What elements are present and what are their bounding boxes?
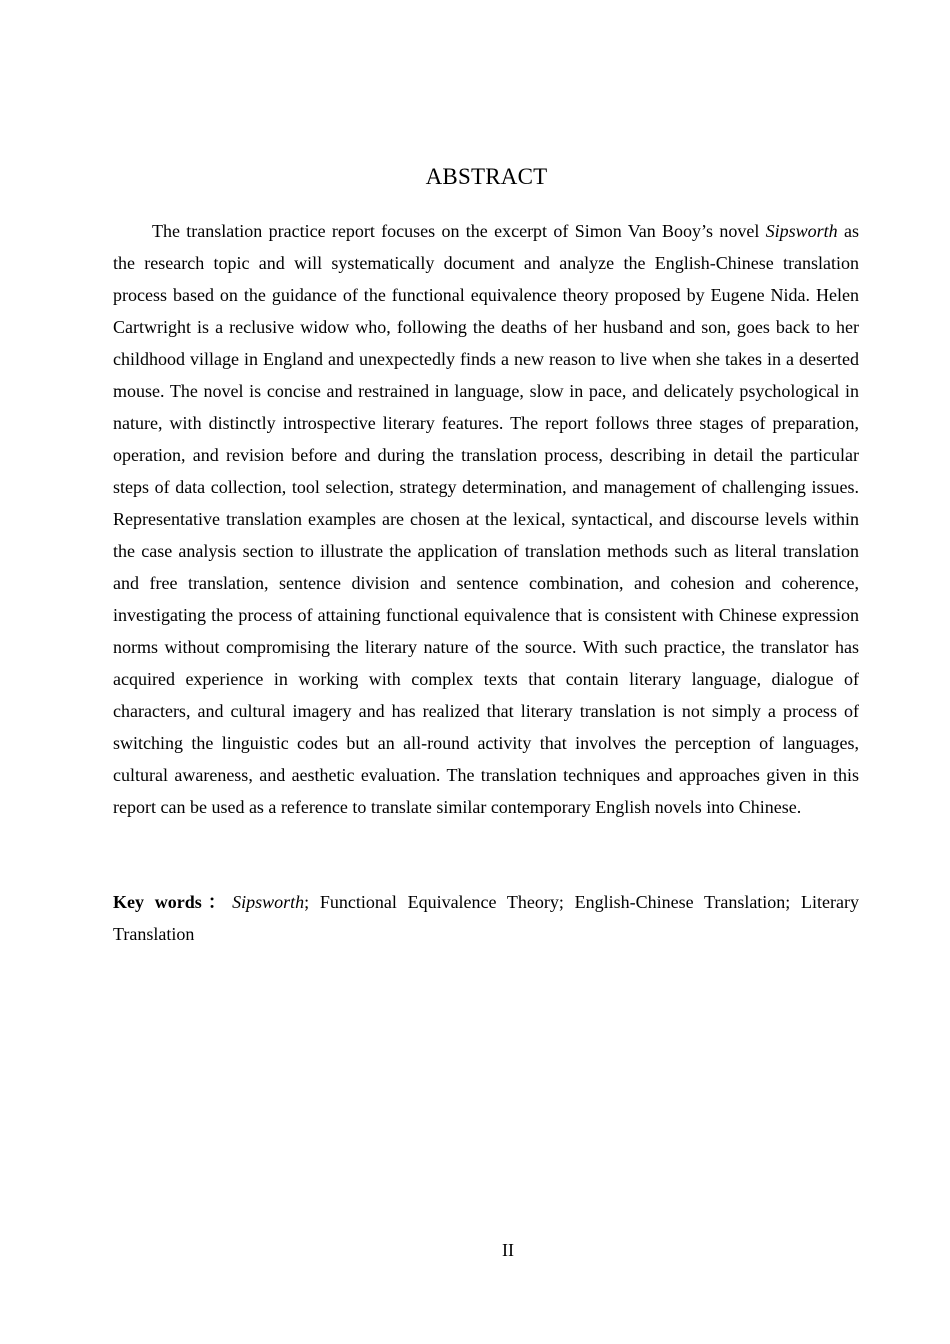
abstract-body-text: as the research topic and will systematically document and analyze the English-Chinese translation process based on the guidance of the functional equivalence theory proposed by Eugene Nida. Helen Cartwright is a reclusive widow who, following the deaths of her husband and son, goes back to her childhood village in England and unexpectedly finds a new reason to live when she takes in a deserted mouse. The novel is concise and restrained in language, slow in pace, and delicately psychological in nature, with distinctly introspective literary features. The report follows three stages of preparation, operation, and revision before and during the translation process, describing in detail the particular steps of data collection, tool selection, strategy determination, and management of challenging issues. Representative translation examples are chosen at the lexical, syntactical, and discourse levels within the case analysis section to illustrate the application of translation methods such as literal translation and free translation, sentence division and sentence combination, and cohesion and coherence, investigating the process of attaining functional equivalence that is consistent with Chinese expression norms without compromising the literary nature of the source. With such practice, the translator has acquired experience in working with complex texts that contain literary language, dialogue of characters, and cultural imagery and has realized that literary translation is not simply a process of switching the linguistic codes but an all-round activity that involves the perception of languages, cultural awareness, and aesthetic evaluation. The translation techniques and approaches given in this report can be used as a reference to translate similar contemporary English novels into Chinese. bbox=[113, 221, 859, 817]
keywords-label: Key words： bbox=[113, 892, 233, 912]
keywords-rest: ; Functional Equivalence Theory; English-Chinese Translation; Literary Translation bbox=[113, 892, 859, 944]
page-number: II bbox=[502, 1240, 514, 1260]
abstract-paragraph bbox=[113, 215, 859, 823]
abstract-lead-text: The translation practice report focuses on the excerpt of Simon Van Booy’s novel bbox=[152, 221, 766, 241]
keyword-sipsworth: Sipsworth bbox=[232, 892, 305, 912]
keywords-line bbox=[113, 886, 859, 950]
abstract-heading: ABSTRACT bbox=[425, 164, 548, 189]
novel-title: Sipsworth bbox=[765, 221, 838, 241]
